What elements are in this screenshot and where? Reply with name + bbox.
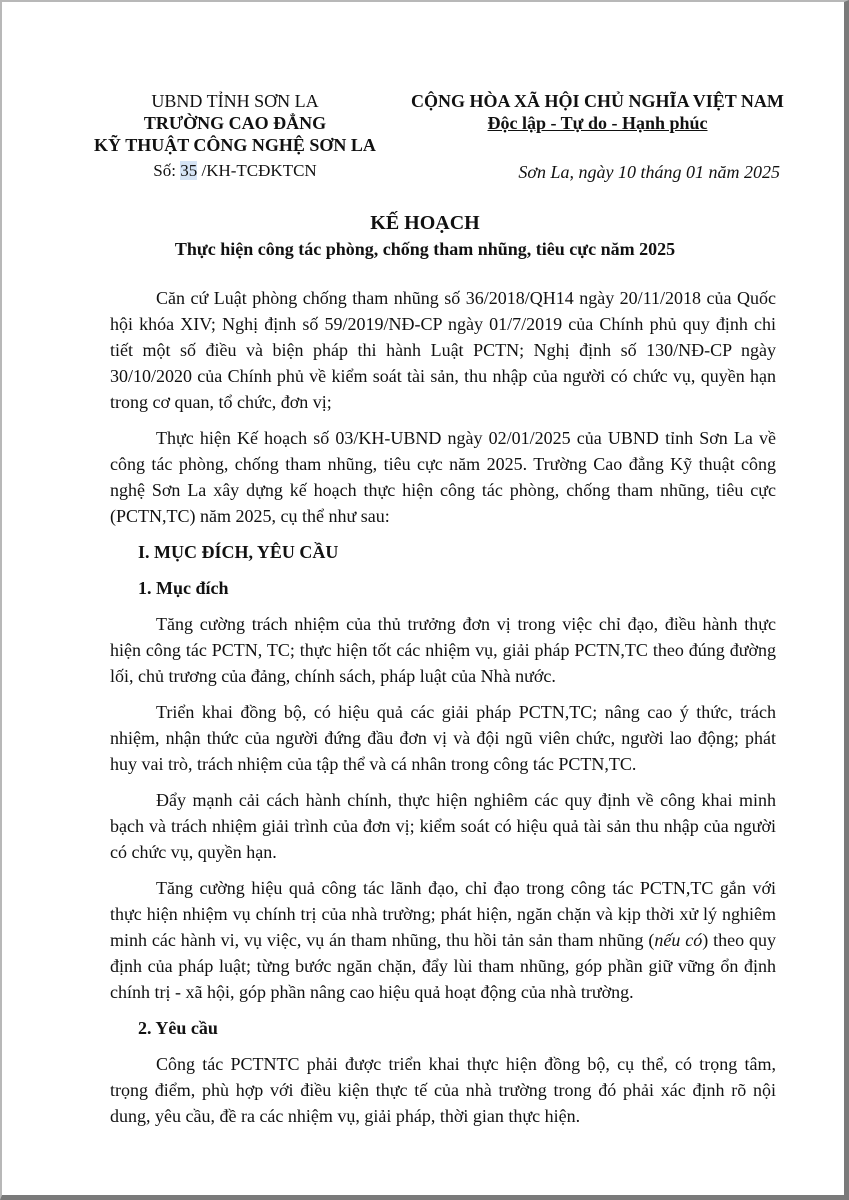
document-body: [110, 285, 776, 1139]
subsection-heading-requirements: 2. Yêu cầu: [138, 1018, 218, 1038]
agency-name: UBND TỈNH SƠN LA: [151, 91, 319, 111]
purpose-p4-part2: ) theo quy định của pháp luật; từng bước ngăn chặn, đẩy lùi tham nhũng, góp phần giữ vững ổn định chính trị - xã hội, góp phần nâng cao hiệu quả hoạt động của nhà trường.: [110, 930, 776, 1002]
requirements-paragraph-1: Công tác PCTNTC phải được triển khai thực hiện đồng bộ, cụ thể, có trọng tâm, trọng điểm, phù hợp với điều kiện thực tế của nhà trường trong đó phải xác định rõ nội dung, yêu cầu, đề ra các nhiệm vụ, giải pháp, thời gian thực hiện.: [110, 1054, 776, 1126]
purpose-paragraph-2: Triển khai đồng bộ, có hiệu quả các giải pháp PCTN,TC; nâng cao ý thức, trách nhiệm, nhận thức của người đứng đầu đơn vị và đội ngũ viên chức, người lao động; phát huy vai trò, trách nhiệm của tập thể và cá nhân trong công tác PCTN,TC.: [110, 702, 776, 774]
national-header: [405, 90, 790, 134]
school-name-line1: TRƯỜNG CAO ĐẲNG: [143, 113, 327, 133]
title-subtitle: Thực hiện công tác phòng, chống tham nhũng, tiêu cực năm 2025: [174, 239, 676, 259]
school-name-line2: KỸ THUẬT CÔNG NGHỆ SƠN LA: [94, 135, 376, 155]
purpose-p4-part1: Tăng cường hiệu quả công tác lãnh đạo, chỉ đạo trong công tác PCTN,TC gắn với thực hiện nhiệm vụ chính trị của nhà trường; phát hiện, ngăn chặn và kịp thời xử lý nghiêm minh các hành vi, vụ việc, vụ án tham nhũng, thu hồi tản sản tham nhũng (: [110, 878, 776, 950]
number-suffix: /KH-TCĐKTCN: [197, 161, 317, 180]
purpose-paragraph-4: [110, 875, 776, 1005]
purpose-paragraph-1: Tăng cường trách nhiệm của thủ trưởng đơn vị trong việc chỉ đạo, điều hành thực hiện công tác PCTN, TC; thực hiện tốt các nhiệm vụ, giải pháp PCTN,TC theo đúng đường lối, chủ trương của đảng, chính sách, pháp luật của Nhà nước.: [110, 614, 776, 686]
issue-date: Sơn La, ngày 10 tháng 01 năm 2025: [518, 162, 780, 182]
section-heading-1: I. MỤC ĐÍCH, YÊU CẦU: [138, 542, 339, 562]
document-number: [60, 160, 410, 182]
issuer-block: [60, 90, 410, 182]
intro-paragraph-1: Căn cứ Luật phòng chống tham nhũng số 36/2018/QH14 ngày 20/11/2018 của Quốc hội khóa XIV; Nghị định số 59/2019/NĐ-CP ngày 01/7/2019 của Chính phủ quy định chi tiết một số điều và biện pháp thi hành Luật PCTN; Nghị định số 130/NĐ-CP ngày 30/10/2020 của Chính phủ về kiểm soát tài sản, thu nhập của người có chức vụ, quyền hạn trong cơ quan, tổ chức, đơn vị;: [110, 288, 776, 412]
number-prefix: Số:: [153, 161, 181, 180]
purpose-p4-italic: nếu có: [654, 930, 703, 950]
title-main: KẾ HOẠCH: [370, 212, 480, 234]
subsection-heading-purpose: 1. Mục đích: [138, 578, 229, 598]
intro-paragraph-2: Thực hiện Kế hoạch số 03/KH-UBND ngày 02/01/2025 của UBND tỉnh Sơn La về công tác phòng, chống tham nhũng, tiêu cực năm 2025. Trường Cao đẳng Kỹ thuật công nghệ Sơn La xây dựng kế hoạch thực hiện công tác phòng, chống tham nhũng, tiêu cực (PCTN,TC) năm 2025, cụ thể như sau:: [110, 428, 776, 526]
document-title: [60, 210, 790, 262]
national-motto: Độc lập - Tự do - Hạnh phúc: [487, 113, 708, 133]
country-name: CỘNG HÒA XÃ HỘI CHỦ NGHĨA VIỆT NAM: [411, 91, 784, 111]
purpose-paragraph-3: Đẩy mạnh cải cách hành chính, thực hiện nghiêm các quy định về công khai minh bạch và trách nhiệm giải trình của đơn vị; kiểm soát có hiệu quả tài sản thu nhập của người có chức vụ, quyền hạn.: [110, 790, 776, 862]
number-value: 35: [180, 161, 198, 180]
